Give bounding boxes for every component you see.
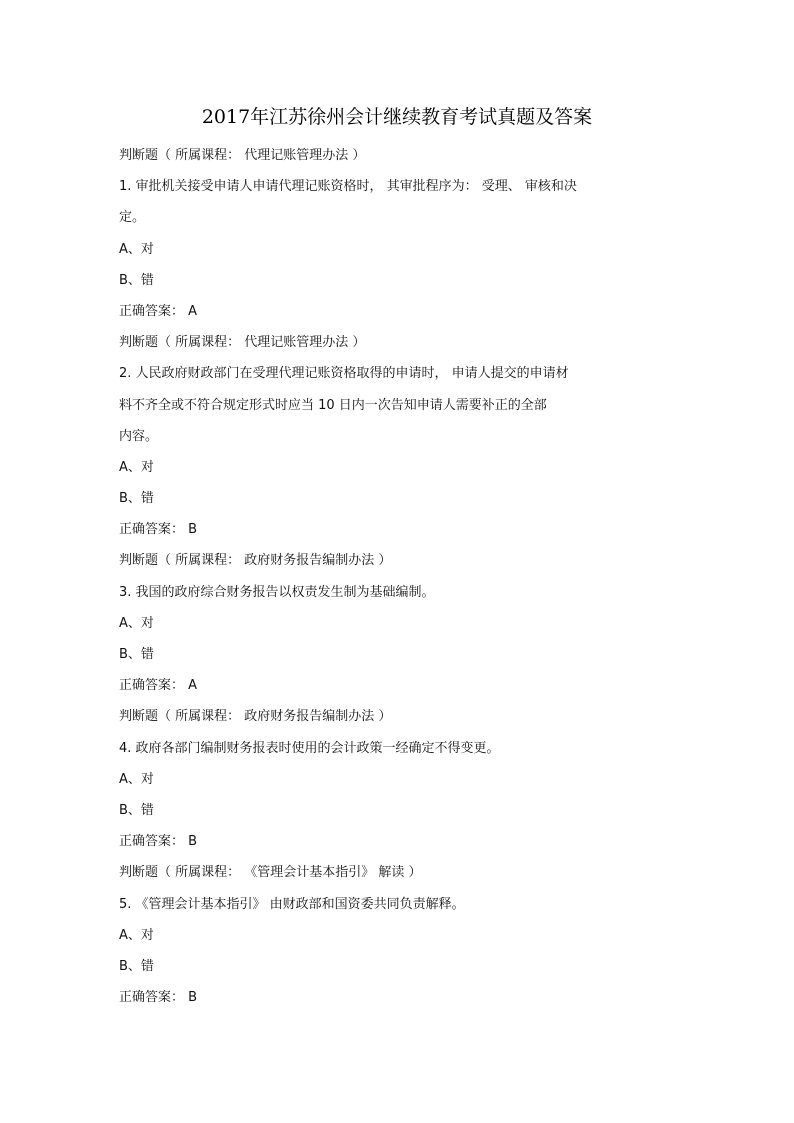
option-a: A、对 (119, 927, 154, 943)
question-block (119, 327, 679, 545)
question-block (119, 545, 679, 701)
question-header: 判断题（ 所属课程： 政府财务报告编制办法 ） (119, 709, 392, 725)
correct-answer: 正确答案： B (119, 522, 198, 538)
option-b: B、错 (119, 491, 154, 507)
correct-answer: 正确答案： A (119, 303, 198, 319)
option-b: B、错 (119, 272, 154, 288)
question-text-line: 定。 (119, 210, 146, 226)
correct-answer: 正确答案： B (119, 990, 198, 1006)
option-b: B、错 (119, 802, 154, 818)
question-text-line: 4. 政府各部门编制财务报表时使用的会计政策一经确定不得变更。 (119, 740, 500, 756)
question-block (119, 140, 679, 327)
question-block (119, 701, 679, 857)
question-list (119, 140, 679, 1013)
correct-answer: 正确答案： B (119, 834, 198, 850)
question-text-line: 5. 《管理会计基本指引》 由财政部和国资委共同负责解释。 (119, 896, 465, 912)
option-a: A、对 (119, 615, 154, 631)
question-text-line: 内容。 (119, 428, 159, 444)
question-header: 判断题（ 所属课程： 代理记账管理办法 ） (119, 148, 366, 163)
question-text-line: 1. 审批机关接受申请人申请代理记账资格时， 其审批程序为： 受理、 审核和决 (119, 179, 577, 195)
option-b: B、错 (119, 958, 154, 974)
option-a: A、对 (119, 241, 154, 257)
question-header: 判断题（ 所属课程： 《管理会计基本指引》 解读 ） (119, 865, 422, 881)
option-b: B、错 (119, 647, 154, 662)
option-a: A、对 (119, 771, 154, 787)
question-text-line: 料不齐全或不符合规定形式时应当 10 日内一次告知申请人需要补正的全部 (119, 397, 547, 413)
question-header: 判断题（ 所属课程： 代理记账管理办法 ） (119, 335, 366, 351)
document-title: 2017年江苏徐州会计继续教育考试真题及答案 (201, 106, 593, 128)
correct-answer: 正确答案： A (119, 678, 198, 694)
question-header: 判断题（ 所属课程： 政府财务报告编制办法 ） (119, 553, 392, 569)
question-text-line: 3. 我国的政府综合财务报告以权责发生制为基础编制。 (119, 584, 435, 600)
question-block (119, 857, 679, 1013)
question-text-line: 2. 人民政府财政部门在受理代理记账资格取得的申请时， 申请人提交的申请材 (119, 366, 569, 382)
option-a: A、对 (119, 459, 154, 475)
